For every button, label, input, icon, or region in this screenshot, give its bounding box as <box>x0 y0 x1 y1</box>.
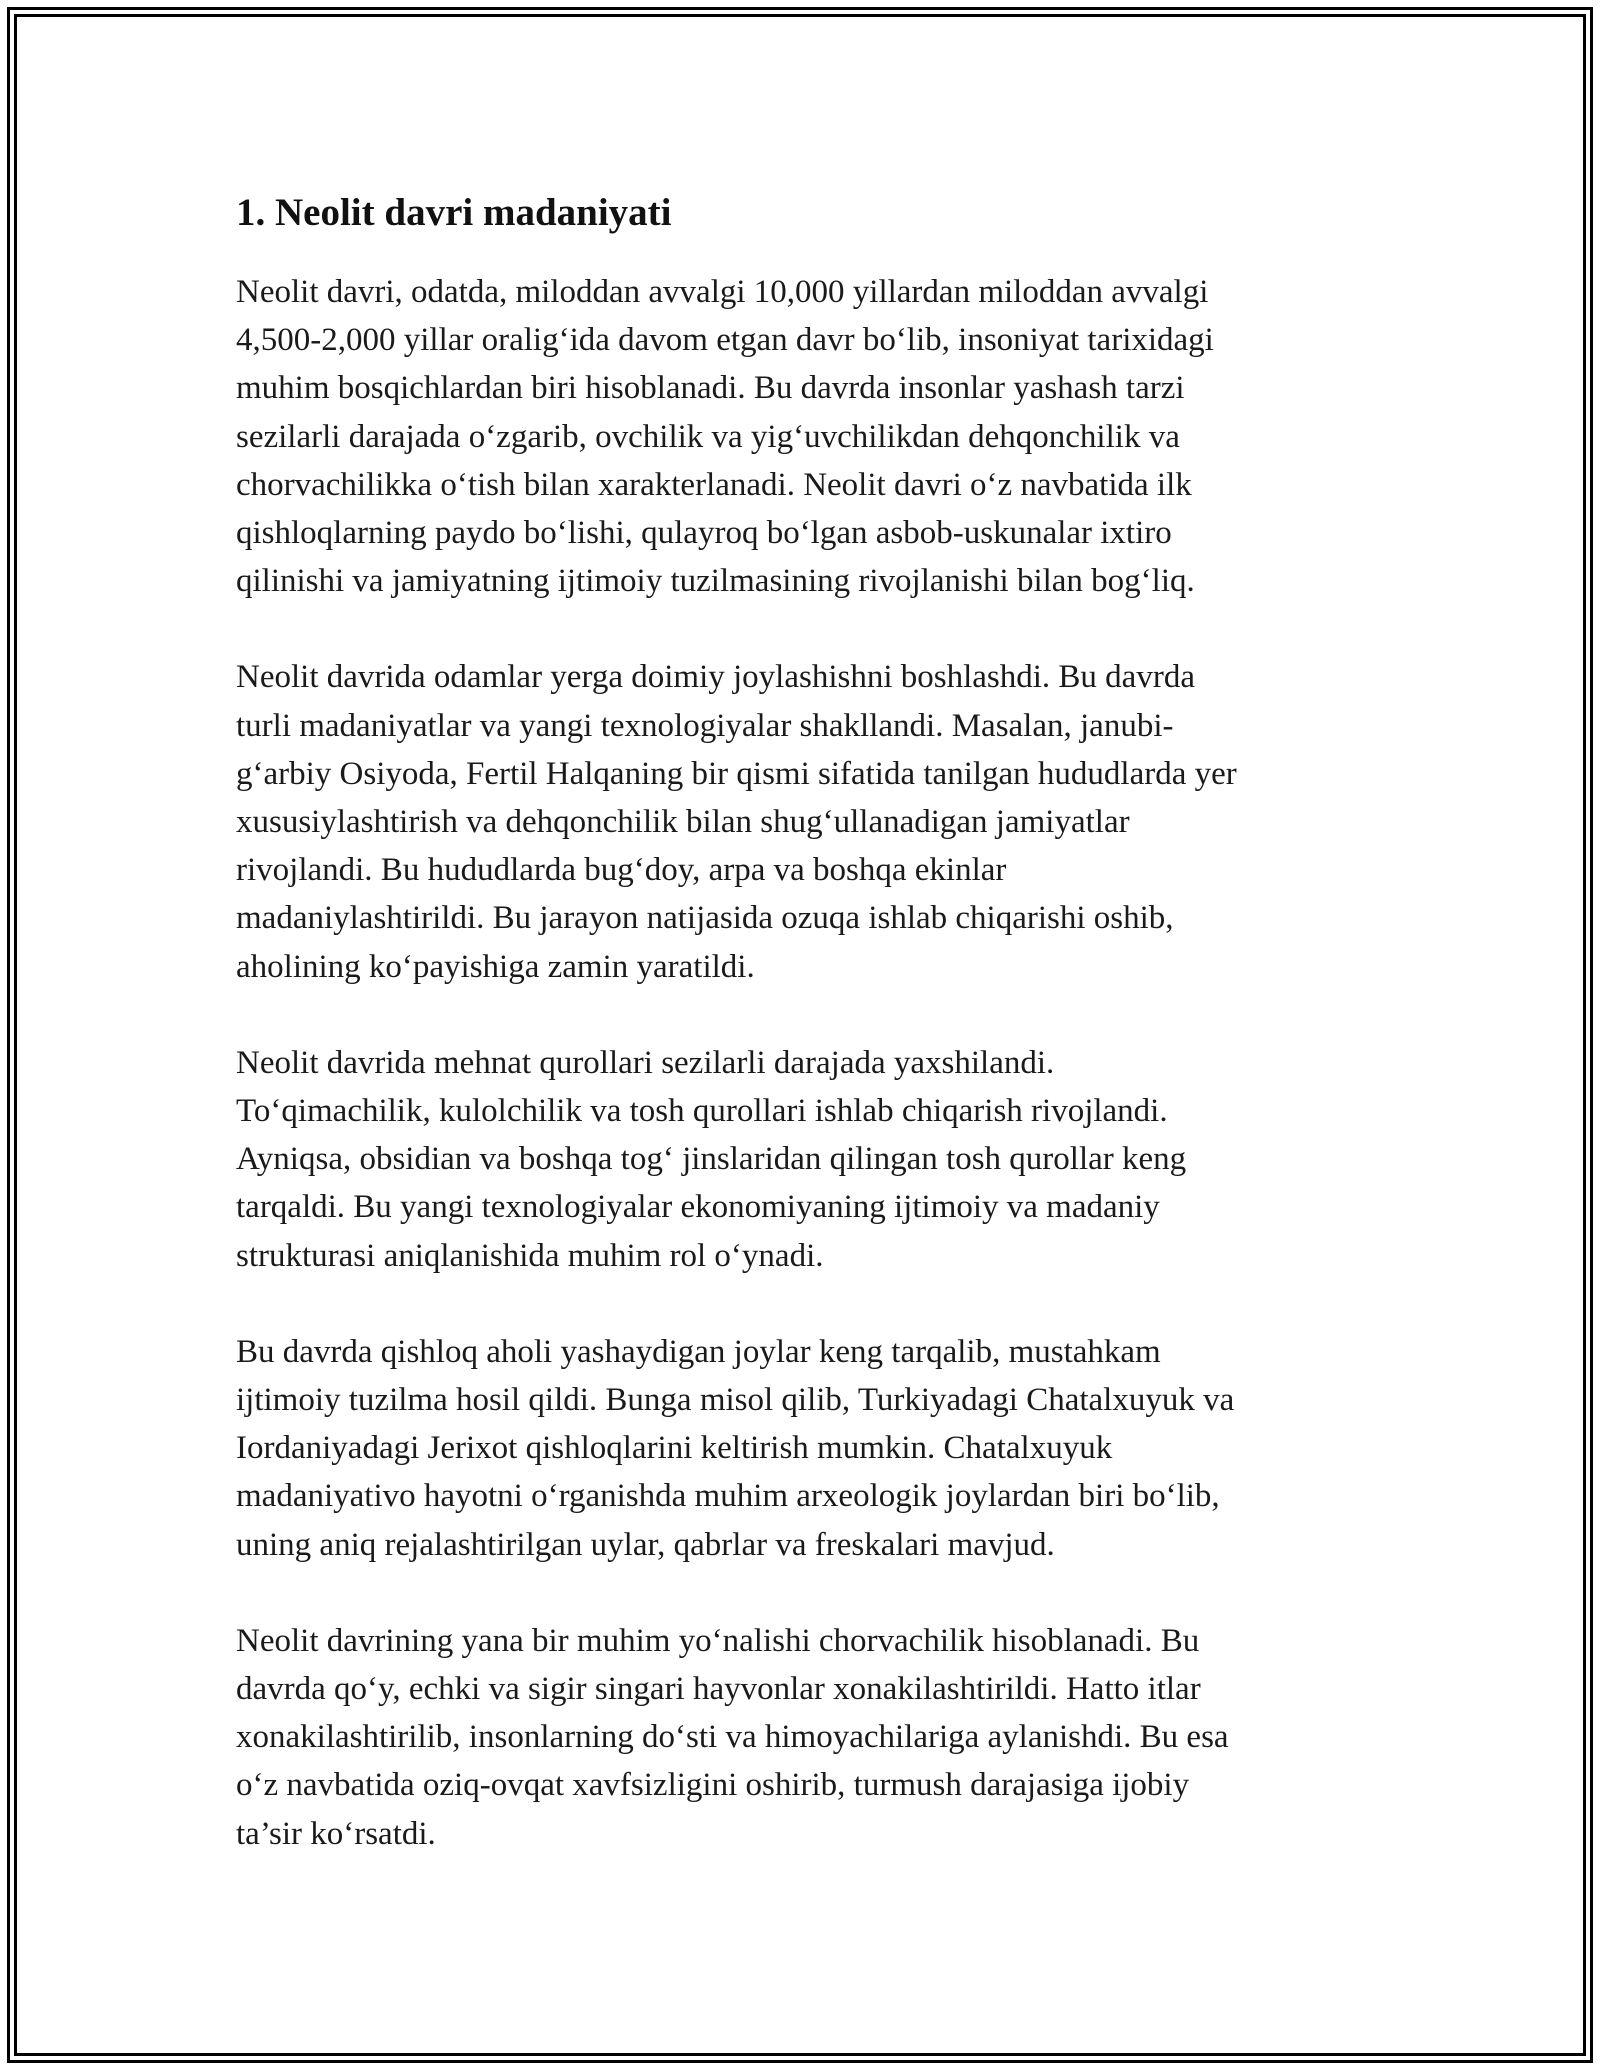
text-line: turli madaniyatlar va yangi texnologiyalar shakllandi. Masalan, janubi- <box>236 707 1174 744</box>
text-line: strukturasi aniqlanishida muhim rol o‘ynadi. <box>236 1237 824 1274</box>
text-line: Bu davrda qishloq aholi yashaydigan joylar keng tarqalib, mustahkam <box>236 1333 1161 1370</box>
text-line: qishloqlarning paydo bo‘lishi, qulayroq bo‘lgan asbob-uskunalar ixtiro <box>236 515 1172 552</box>
text-line: sezilarli darajada o‘zgarib, ovchilik va yig‘uvchilikdan dehqonchilik va <box>236 418 1180 455</box>
paragraph-2 <box>236 653 1356 990</box>
paragraph-5 <box>236 1617 1356 1858</box>
text-line: qilinishi va jamiyatning ijtimoiy tuzilmasining rivojlanishi bilan bog‘liq. <box>236 563 1195 600</box>
text-line: madaniyativo hayotni o‘rganishda muhim arxeologik joylardan biri bo‘lib, <box>236 1478 1220 1515</box>
text-line: ta’sir ko‘rsatdi. <box>236 1815 436 1852</box>
text-line: madaniylashtirildi. Bu jarayon natijasida ozuqa ishlab chiqarishi oshib, <box>236 900 1174 937</box>
text-line: xonakilashtirilib, insonlarning do‘sti va himoyachilariga aylanishdi. Bu esa <box>236 1719 1229 1756</box>
text-line: tarqaldi. Bu yangi texnologiyalar ekonomiyaning ijtimoiy va madaniy <box>236 1189 1160 1226</box>
text-line: aholining ko‘payishiga zamin yaratildi. <box>236 948 755 985</box>
text-line: Iordaniyadagi Jerixot qishloqlarini keltirish mumkin. Chatalxuyuk <box>236 1430 1113 1467</box>
text-line: uning aniq rejalashtirilgan uylar, qabrlar va freskalari mavjud. <box>236 1526 1055 1563</box>
text-line: muhim bosqichlardan biri hisoblanadi. Bu davrda insonlar yashash tarzi <box>236 370 1185 407</box>
text-line: o‘z navbatida oziq-ovqat xavfsizligini oshirib, turmush darajasiga ijobiy <box>236 1767 1190 1804</box>
text-line: Neolit davrining yana bir muhim yo‘nalishi chorvachilik hisoblanadi. Bu <box>236 1622 1200 1659</box>
text-line: davrda qo‘y, echki va sigir singari hayvonlar xonakilashtirildi. Hatto itlar <box>236 1671 1201 1708</box>
text-line: chorvachilikka o‘tish bilan xarakterlanadi. Neolit davri o‘z navbatida ilk <box>236 466 1192 503</box>
text-line: To‘qimachilik, kulolchilik va tosh qurollari ishlab chiqarish rivojlandi. <box>236 1093 1168 1130</box>
text-line: Ayniqsa, obsidian va boshqa tog‘ jinslaridan qilingan tosh qurollar keng <box>236 1141 1187 1178</box>
text-line: xususiylashtirish va dehqonchilik bilan shug‘ullanadigan jamiyatlar <box>236 804 1130 841</box>
text-line: ijtimoiy tuzilma hosil qildi. Bunga misol qilib, Turkiyadagi Chatalxuyuk va <box>236 1382 1235 1419</box>
document-body <box>236 186 1356 1906</box>
text-line: rivojlandi. Bu hududlarda bug‘doy, arpa va boshqa ekinlar <box>236 852 1007 889</box>
text-line: Neolit davrida mehnat qurollari sezilarli darajada yaxshilandi. <box>236 1044 1055 1081</box>
paragraph-1 <box>236 268 1356 605</box>
text-line: g‘arbiy Osiyoda, Fertil Halqaning bir qismi sifatida tanilgan hududlarda yer <box>236 755 1237 792</box>
paragraph-3 <box>236 1039 1356 1280</box>
text-line: Neolit davri, odatda, miloddan avvalgi 10,000 yillardan miloddan avvalgi <box>236 274 1209 310</box>
paragraph-4 <box>236 1328 1356 1569</box>
text-line: Neolit davrida odamlar yerga doimiy joylashishni boshlashdi. Bu davrda <box>236 659 1195 696</box>
text-line: 4,500-2,000 yillar oralig‘ida davom etgan davr bo‘lib, insoniyat tarixidagi <box>236 322 1214 359</box>
section-heading: 1. Neolit davri madaniyati <box>236 191 672 234</box>
